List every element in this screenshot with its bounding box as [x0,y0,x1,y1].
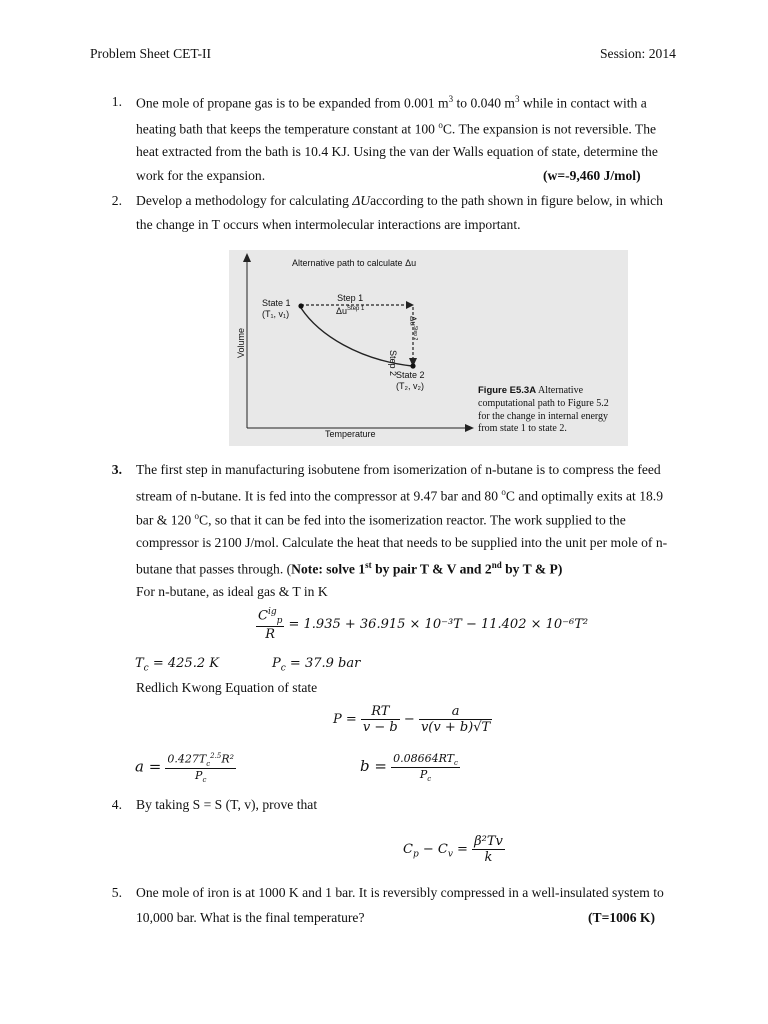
figure-caption: Figure E5.3A Alternative computational path to Figure 5.2 for the change in internal energy from state 1 to state 2. [478,385,609,435]
problem-1-answer: (w=-9,460 J/mol) [543,168,641,183]
a-parameter-equation: a = $\frac{0.427T_c^{2.5}R^2}{P_c}$ [135,752,235,785]
b-parameter-equation: b = $\frac{0.08664RT_c}{P_c}$ [360,752,458,784]
problem-2-line-1: Develop a methodology for calculating ΔUaccording to the path shown in figure below, in which [136,193,663,208]
problem-3-line-5: butane that passes through. (Note: solve 1st by pair T & V and 2nd by T & P) [136,560,563,577]
x-axis-arrow [465,424,474,432]
problem-3-line-3: bar & 120 $^o$C, so that it can be fed into the isomerization reactor. The work supplied to the [136,511,626,528]
problem-3-line-6: For n-butane, as ideal gas & T in K [136,584,328,599]
y-axis-label: Volume [236,327,246,358]
problem-5-line-1: One mole of iron is at 1000 K and 1 bar. It is reversibly compressed in a well-insulated system to [136,885,664,900]
redlich-kwong-label: Redlich Kwong Equation of state [136,680,318,695]
problem-1-number: 1. [111,94,122,109]
heat-capacity-equation: $C_p - C_v$ = $\frac{\text{β²Tv}}{k}$ [403,834,503,865]
problem-1-line-4: work for the expansion. [136,168,266,183]
state-1-point [298,303,303,308]
critical-temperature: $T_c = 425.2$ K [135,656,219,674]
step-2-label: Step 2 [388,350,398,377]
problem-5-number: 5. [111,885,122,900]
problem-5-answer: (T=1006 K) [588,910,656,925]
problem-4-line-1: By taking S = S (T, v), prove that [136,797,318,812]
problem-1-line-1: One mole of propane gas is to be expanded from 0.001 $m^3$ to 0.040 $m^3$ while in contact with a [136,94,647,111]
state-2-point [410,363,415,368]
problem-3-number: 3. [111,462,122,477]
header-right: Session: 2014 [600,46,676,61]
problem-3-line-4: compressor is 2100 J/mol. Calculate the heat that needs to be supplied into the unit per mole of n- [136,535,668,550]
figure-title: Alternative path to calculate Δu [292,258,417,268]
x-axis-label: Temperature [325,429,376,439]
problem-1-line-3: heat extracted from the bath is 10.4 KJ. Using the van der Walls equation of state, determine the [136,144,658,159]
header-left: Problem Sheet CET-II [90,46,212,61]
problem-2-line-2: the change in T occurs when intermolecular interactions are important. [136,217,521,232]
state-2-label: State 2 (T₂, v₂) [396,370,425,391]
problem-2-number: 2. [111,193,122,208]
y-axis-arrow [243,253,251,262]
step-2-sub-label: $\Delta u^{Step 2}$ [408,316,418,341]
critical-pressure: $P_c = 37.9$ bar [272,656,361,674]
problem-4-number: 4. [111,797,122,812]
problem-3-line-1: The first step in manufacturing isobutene from isomerization of n-butane is to compress the feed [136,462,661,477]
state-1-label: State 1 (T₁, v₁) [262,298,291,319]
step-1-label: Step 1 $\Delta u^{Step 1}$ [336,293,365,316]
redlich-kwong-equation: P = $\frac{RT}{v - b}$ − $\frac{a}{v(v + b)√T}$ [333,704,491,735]
problem-5-line-2: 10,000 bar. What is the final temperature? [136,910,365,925]
problem-3-line-2: stream of n-butane. It is fed into the compressor at 9.47 bar and 80 $^o$C and optimally exits at 18.9 [136,487,663,504]
cp-equation: $\frac{C^{ig}_p}{R}$ = 1.935 + 36.915 × 10⁻³T − 11.402 × 10⁻⁶T² [258,607,589,642]
problem-1-line-2: heating bath that keeps the temperature constant at 100 $^o$C. The expansion is not reversible. The [136,120,657,137]
